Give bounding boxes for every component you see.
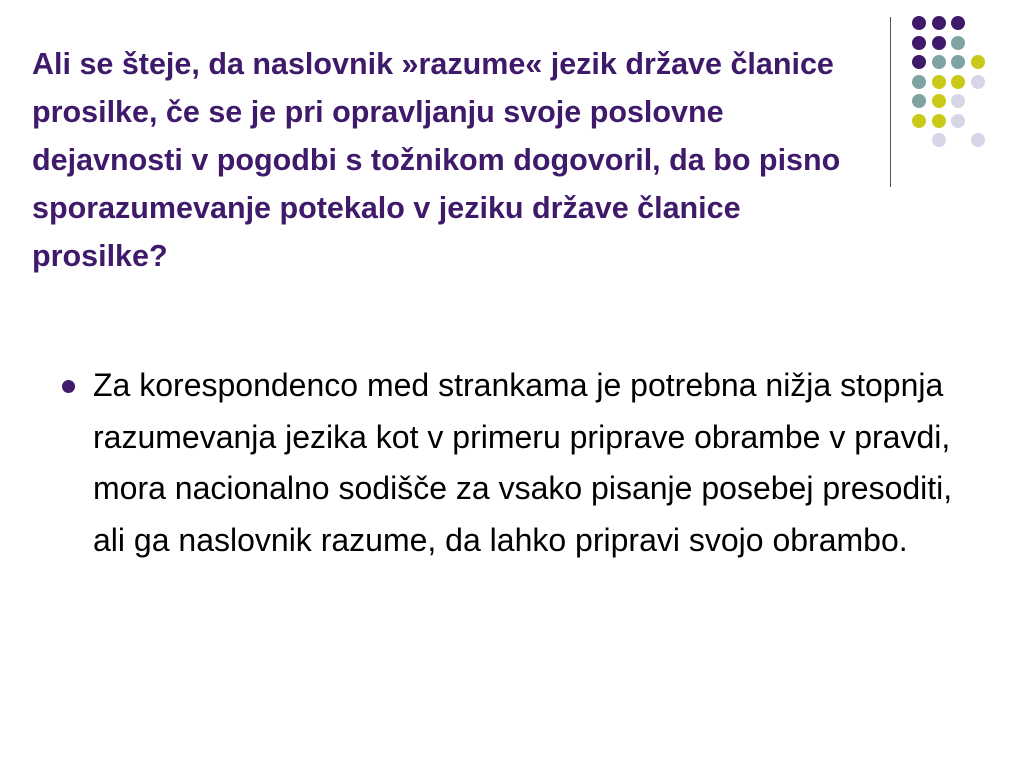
bullet-list (60, 360, 980, 566)
yellow-dot-icon (912, 114, 926, 128)
yellow-dot-icon (932, 94, 946, 108)
purple-dot-icon (951, 16, 965, 30)
lavender-dot-icon (951, 114, 965, 128)
teal-dot-icon (912, 75, 926, 89)
bullet-icon (62, 380, 75, 393)
teal-dot-icon (912, 94, 926, 108)
yellow-dot-icon (951, 75, 965, 89)
purple-dot-icon (932, 36, 946, 50)
purple-dot-icon (912, 55, 926, 69)
slide-title: Ali se šteje, da naslovnik »razume« jezik države članice prosilke, če se je pri opravljanju svoje poslovne dejavnosti v pogodbi s tožnikom dogovoril, da bo pisno sporazumevanje potekalo v jeziku države članice prosilke? (32, 47, 841, 273)
lavender-dot-icon (932, 133, 946, 147)
purple-dot-icon (912, 16, 926, 30)
teal-dot-icon (951, 55, 965, 69)
yellow-dot-icon (932, 114, 946, 128)
lavender-dot-icon (971, 75, 985, 89)
purple-dot-icon (912, 36, 926, 50)
purple-dot-icon (932, 16, 946, 30)
yellow-dot-icon (932, 75, 946, 89)
yellow-dot-icon (971, 55, 985, 69)
lavender-dot-icon (951, 94, 965, 108)
vertical-divider (890, 17, 891, 187)
bullet-text: Za korespondenco med strankama je potrebna nižja stopnja razumevanja jezika kot v primeru priprave obrambe v pravdi, mora nacionalno sodišče za vsako pisanje posebej presoditi, ali ga naslovnik razume, da lahko pripravi svojo obrambo. (93, 367, 953, 558)
teal-dot-icon (932, 55, 946, 69)
bullet-item (60, 360, 980, 566)
teal-dot-icon (951, 36, 965, 50)
lavender-dot-icon (971, 133, 985, 147)
